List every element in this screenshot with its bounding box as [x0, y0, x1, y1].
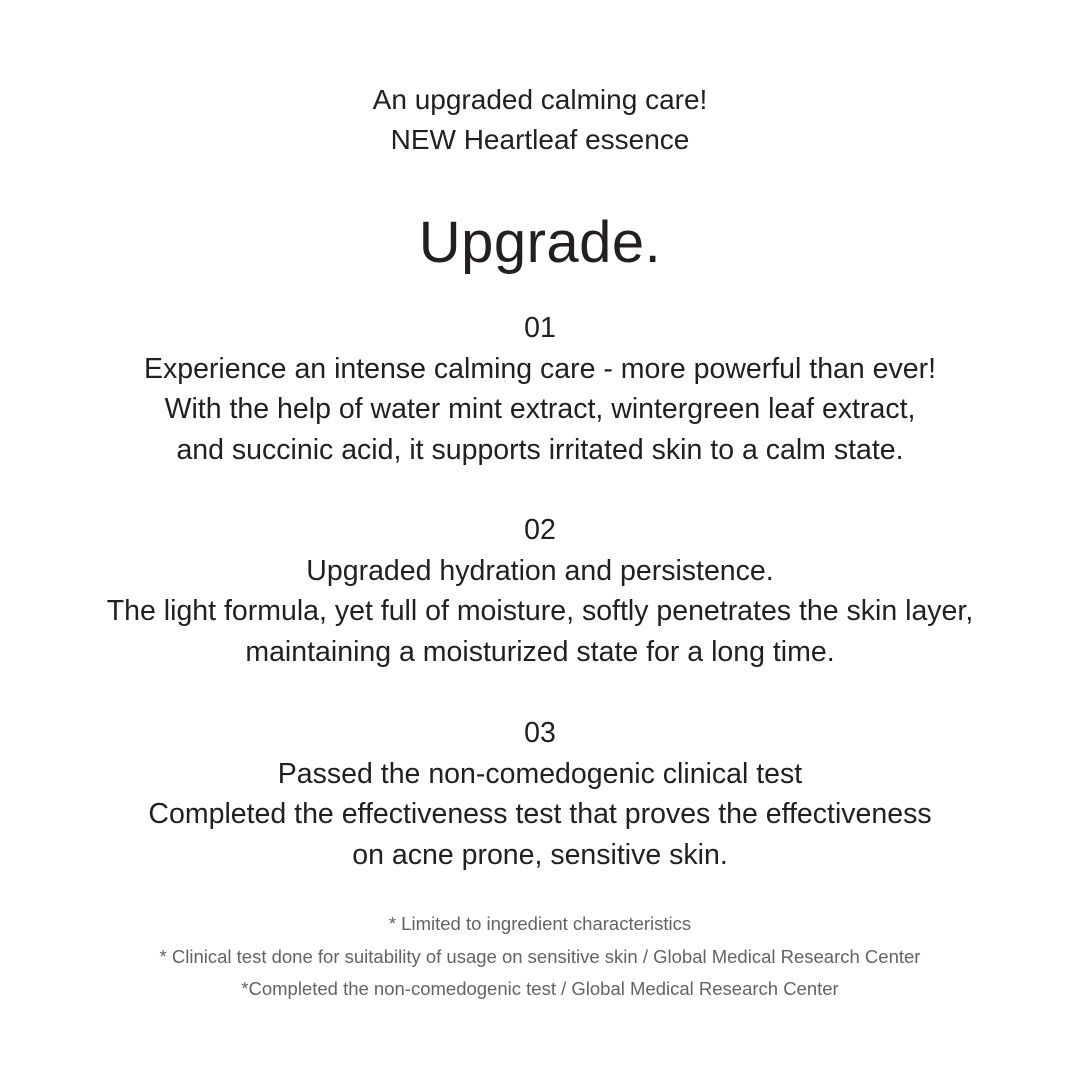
feature-line: The light formula, yet full of moisture, softly penetrates the skin layer, [106, 595, 974, 627]
footnotes [0, 908, 1080, 1006]
feature-line: and succinic acid, it supports irritated skin to a calm state. [176, 433, 904, 466]
intro-line: An upgraded calming care! [372, 84, 708, 115]
feature-section-03 [0, 713, 1080, 875]
feature-line: Experience an intense calming care - more powerful than ever! [143, 352, 937, 385]
footnote: *Completed the non-comedogenic test / Global Medical Research Center [241, 978, 839, 999]
footnote: * Limited to ingredient characteristics [388, 913, 692, 934]
feature-section-01 [0, 308, 1080, 470]
intro-product-name: NEW Heartleaf essence [390, 124, 690, 155]
footnote: * Clinical test done for suitability of usage on sensitive skin / Global Medical Research Center [159, 945, 921, 967]
feature-line: With the help of water mint extract, wintergreen leaf extract, [164, 393, 916, 425]
feature-line: Upgraded hydration and persistence. [306, 554, 774, 587]
feature-line: on acne prone, sensitive skin. [352, 838, 728, 871]
feature-section-02 [0, 510, 1080, 672]
intro-block [0, 80, 1080, 160]
feature-number: 01 [524, 312, 556, 344]
feature-line: Completed the effectiveness test that proves the effectiveness [148, 798, 932, 830]
feature-line: maintaining a moisturized state for a long time. [245, 635, 835, 668]
feature-number: 02 [524, 514, 556, 546]
feature-number: 03 [524, 717, 556, 749]
page-title: Upgrade. [418, 210, 662, 275]
feature-line: Passed the non-comedogenic clinical test [277, 757, 803, 790]
